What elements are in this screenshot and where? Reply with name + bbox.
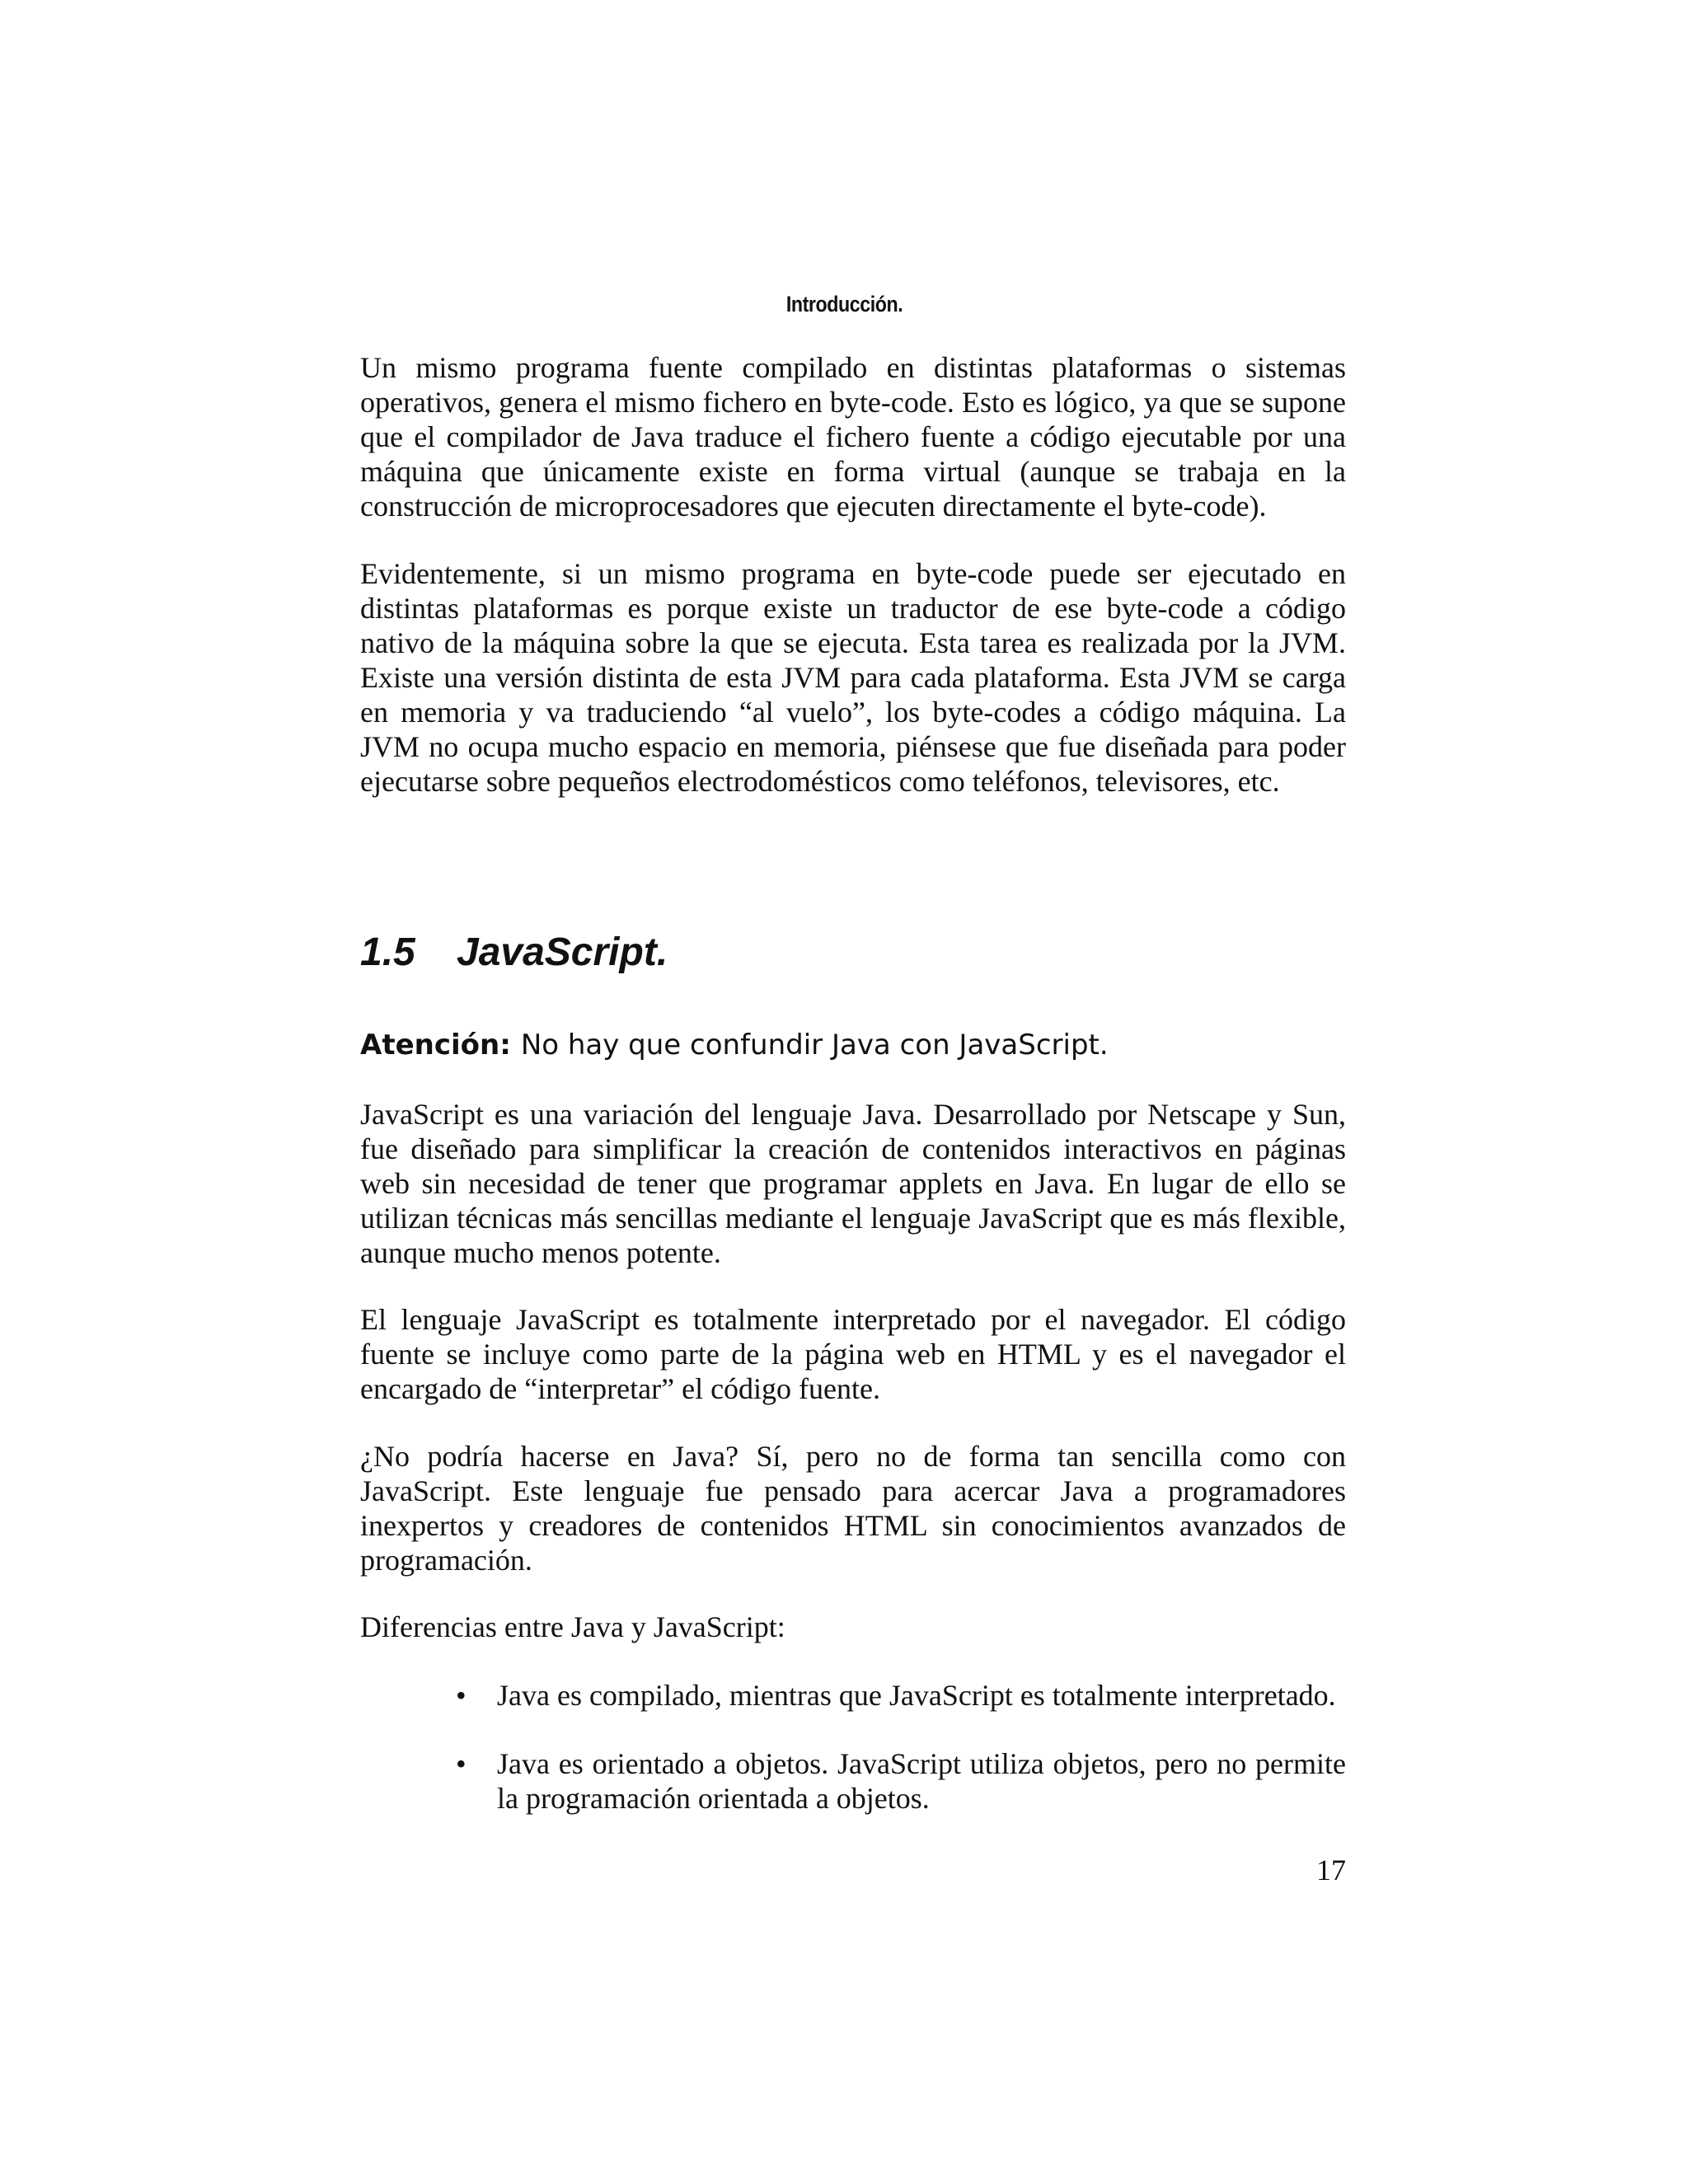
bullet-icon: • [456,1679,467,1712]
bullet-icon: • [456,1747,467,1780]
paragraph-bytecode: Un mismo programa fuente compilado en distintas plataformas o sistemas operativos, genera el mismo fichero en byte-code. Esto es lógico, ya que se supone que el compilador de Java traduce el fichero fuente a código ejecutable por una máquina que únicamente existe en forma virtual (aunque se trabaja en la construcción de microprocesadores que ejecuten directamente el byte-code). [360,351,1346,523]
running-header: Introducción. [785,292,903,316]
page-number: 17 [1316,1854,1346,1886]
list-item-text: Java es orientado a objetos. JavaScript utiliza objetos, pero no permite la programación orientada a objetos. [497,1747,1346,1815]
section-number: 1.5 [360,930,415,974]
section-heading [360,930,668,975]
attention-note [360,1029,1109,1062]
paragraph-javascript-intro: JavaScript es una variación del lenguaje Java. Desarrollado por Netscape y Sun, fue diseñado para simplificar la creación de contenidos interactivos en páginas web sin necesidad de tener que programar applets en Java. En lugar de ello se utilizan técnicas más sencillas mediante el lenguaje JavaScript que es más flexible, aunque mucho menos potente. [360,1098,1346,1269]
paragraph-why-not-java: ¿No podría hacerse en Java? Sí, pero no de forma tan sencilla como con JavaScript. Este lenguaje fue pensado para acercar Java a programadores inexpertos y creadores de contenidos HTML sin conocimientos avanzados de programación. [360,1440,1346,1577]
paragraph-differences: Diferencias entre Java y JavaScript: [360,1610,785,1643]
list-item-text: Java es compilado, mientras que JavaScript es totalmente interpretado. [497,1679,1336,1712]
attention-text: No hay que confundir Java con JavaScript. [520,1029,1109,1062]
list-item [456,1678,1346,1713]
section-title: JavaScript. [457,930,668,974]
attention-label: Atención: [360,1029,511,1062]
paragraph-interpreted: El lenguaje JavaScript es totalmente interpretado por el navegador. El código fuente se incluye como parte de la página web en HTML y es el navegador el encargado de “interpretar” el código fuente. [360,1303,1346,1405]
list-item [456,1746,1346,1816]
paragraph-jvm: Evidentemente, si un mismo programa en byte-code puede ser ejecutado en distintas plataformas es porque existe un traductor de ese byte-code a código nativo de la máquina sobre la que se ejecuta. Esta tarea es realizada por la JVM. Existe una versión distinta de esta JVM para cada plataforma. Esta JVM se carga en memoria y va traduciendo “al vuelo”, los byte-codes a código máquina. La JVM no ocupa mucho espacio en memoria, piénsese que fue diseñada para poder ejecutarse sobre pequeños electrodomésticos como teléfonos, televisores, etc. [360,557,1346,798]
